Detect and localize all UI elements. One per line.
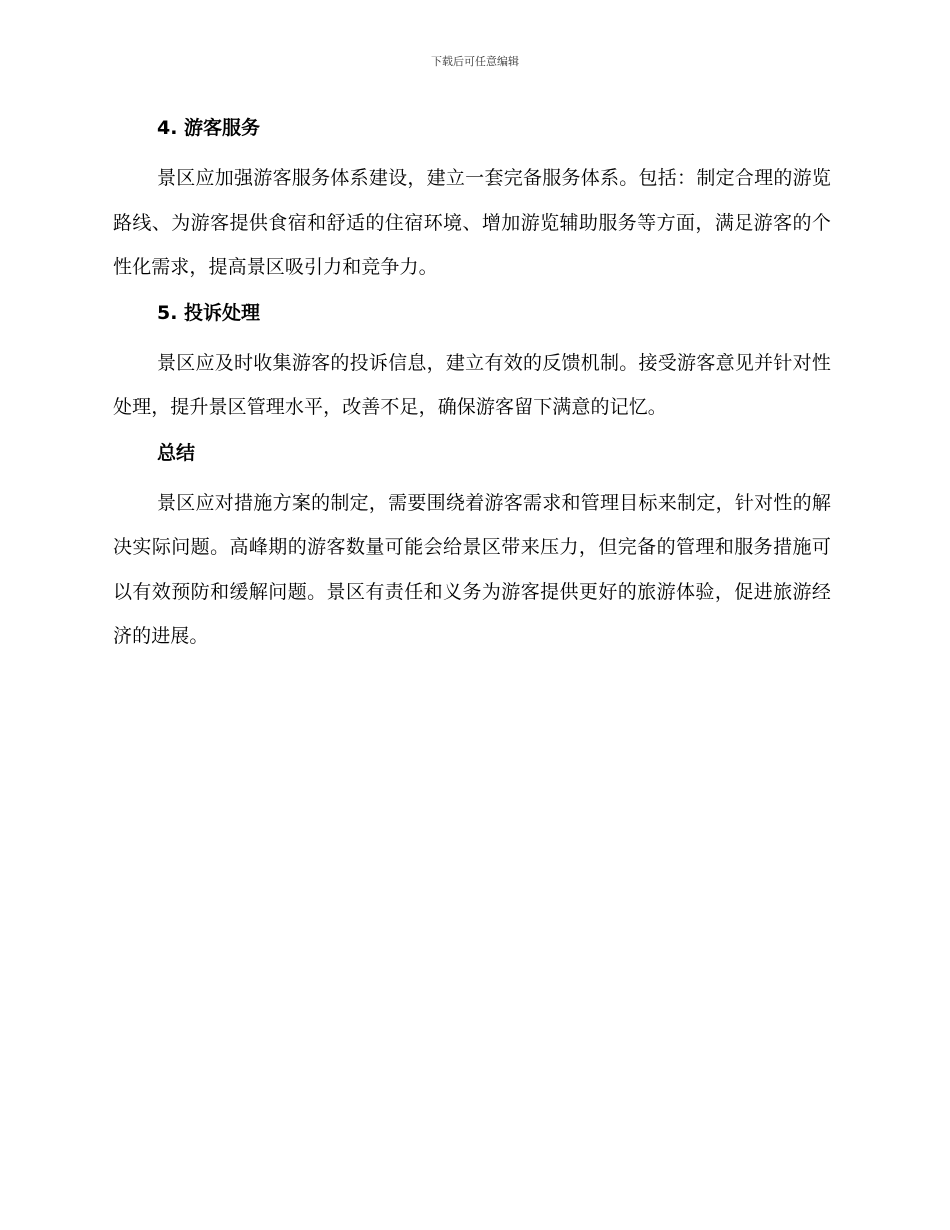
section-tourist-service xyxy=(113,112,831,290)
section-heading: 5. 投诉处理 xyxy=(157,301,261,324)
section-paragraph: 景区应加强游客服务体系建设，建立一套完备服务体系。包括：制定合理的游览路线、为游客提供食宿和舒适的住宿环境、增加游览辅助服务等方面，满足游客的个性化需求，提高景区吸引力和竞争力。 xyxy=(113,167,831,278)
section-heading: 总结 xyxy=(157,441,196,464)
section-summary xyxy=(113,437,831,659)
document-body xyxy=(113,112,831,666)
page-header: 下载后可任意编辑 xyxy=(431,55,519,68)
section-heading: 4. 游客服务 xyxy=(157,117,261,139)
section-paragraph: 景区应对措施方案的制定，需要围绕着游客需求和管理目标来制定，针对性的解决实际问题。高峰期的游客数量可能会给景区带来压力，但完备的管理和服务措施可以有效预防和缓解问题。景区有责任和义务为游客提供更好的旅游体验，促进旅游经济的进展。 xyxy=(113,491,831,647)
section-paragraph: 景区应及时收集游客的投诉信息，建立有效的反馈机制。接受游客意见并针对性处理，提升景区管理水平，改善不足，确保游客留下满意的记忆。 xyxy=(113,351,831,418)
section-complaint-handling xyxy=(113,297,831,430)
